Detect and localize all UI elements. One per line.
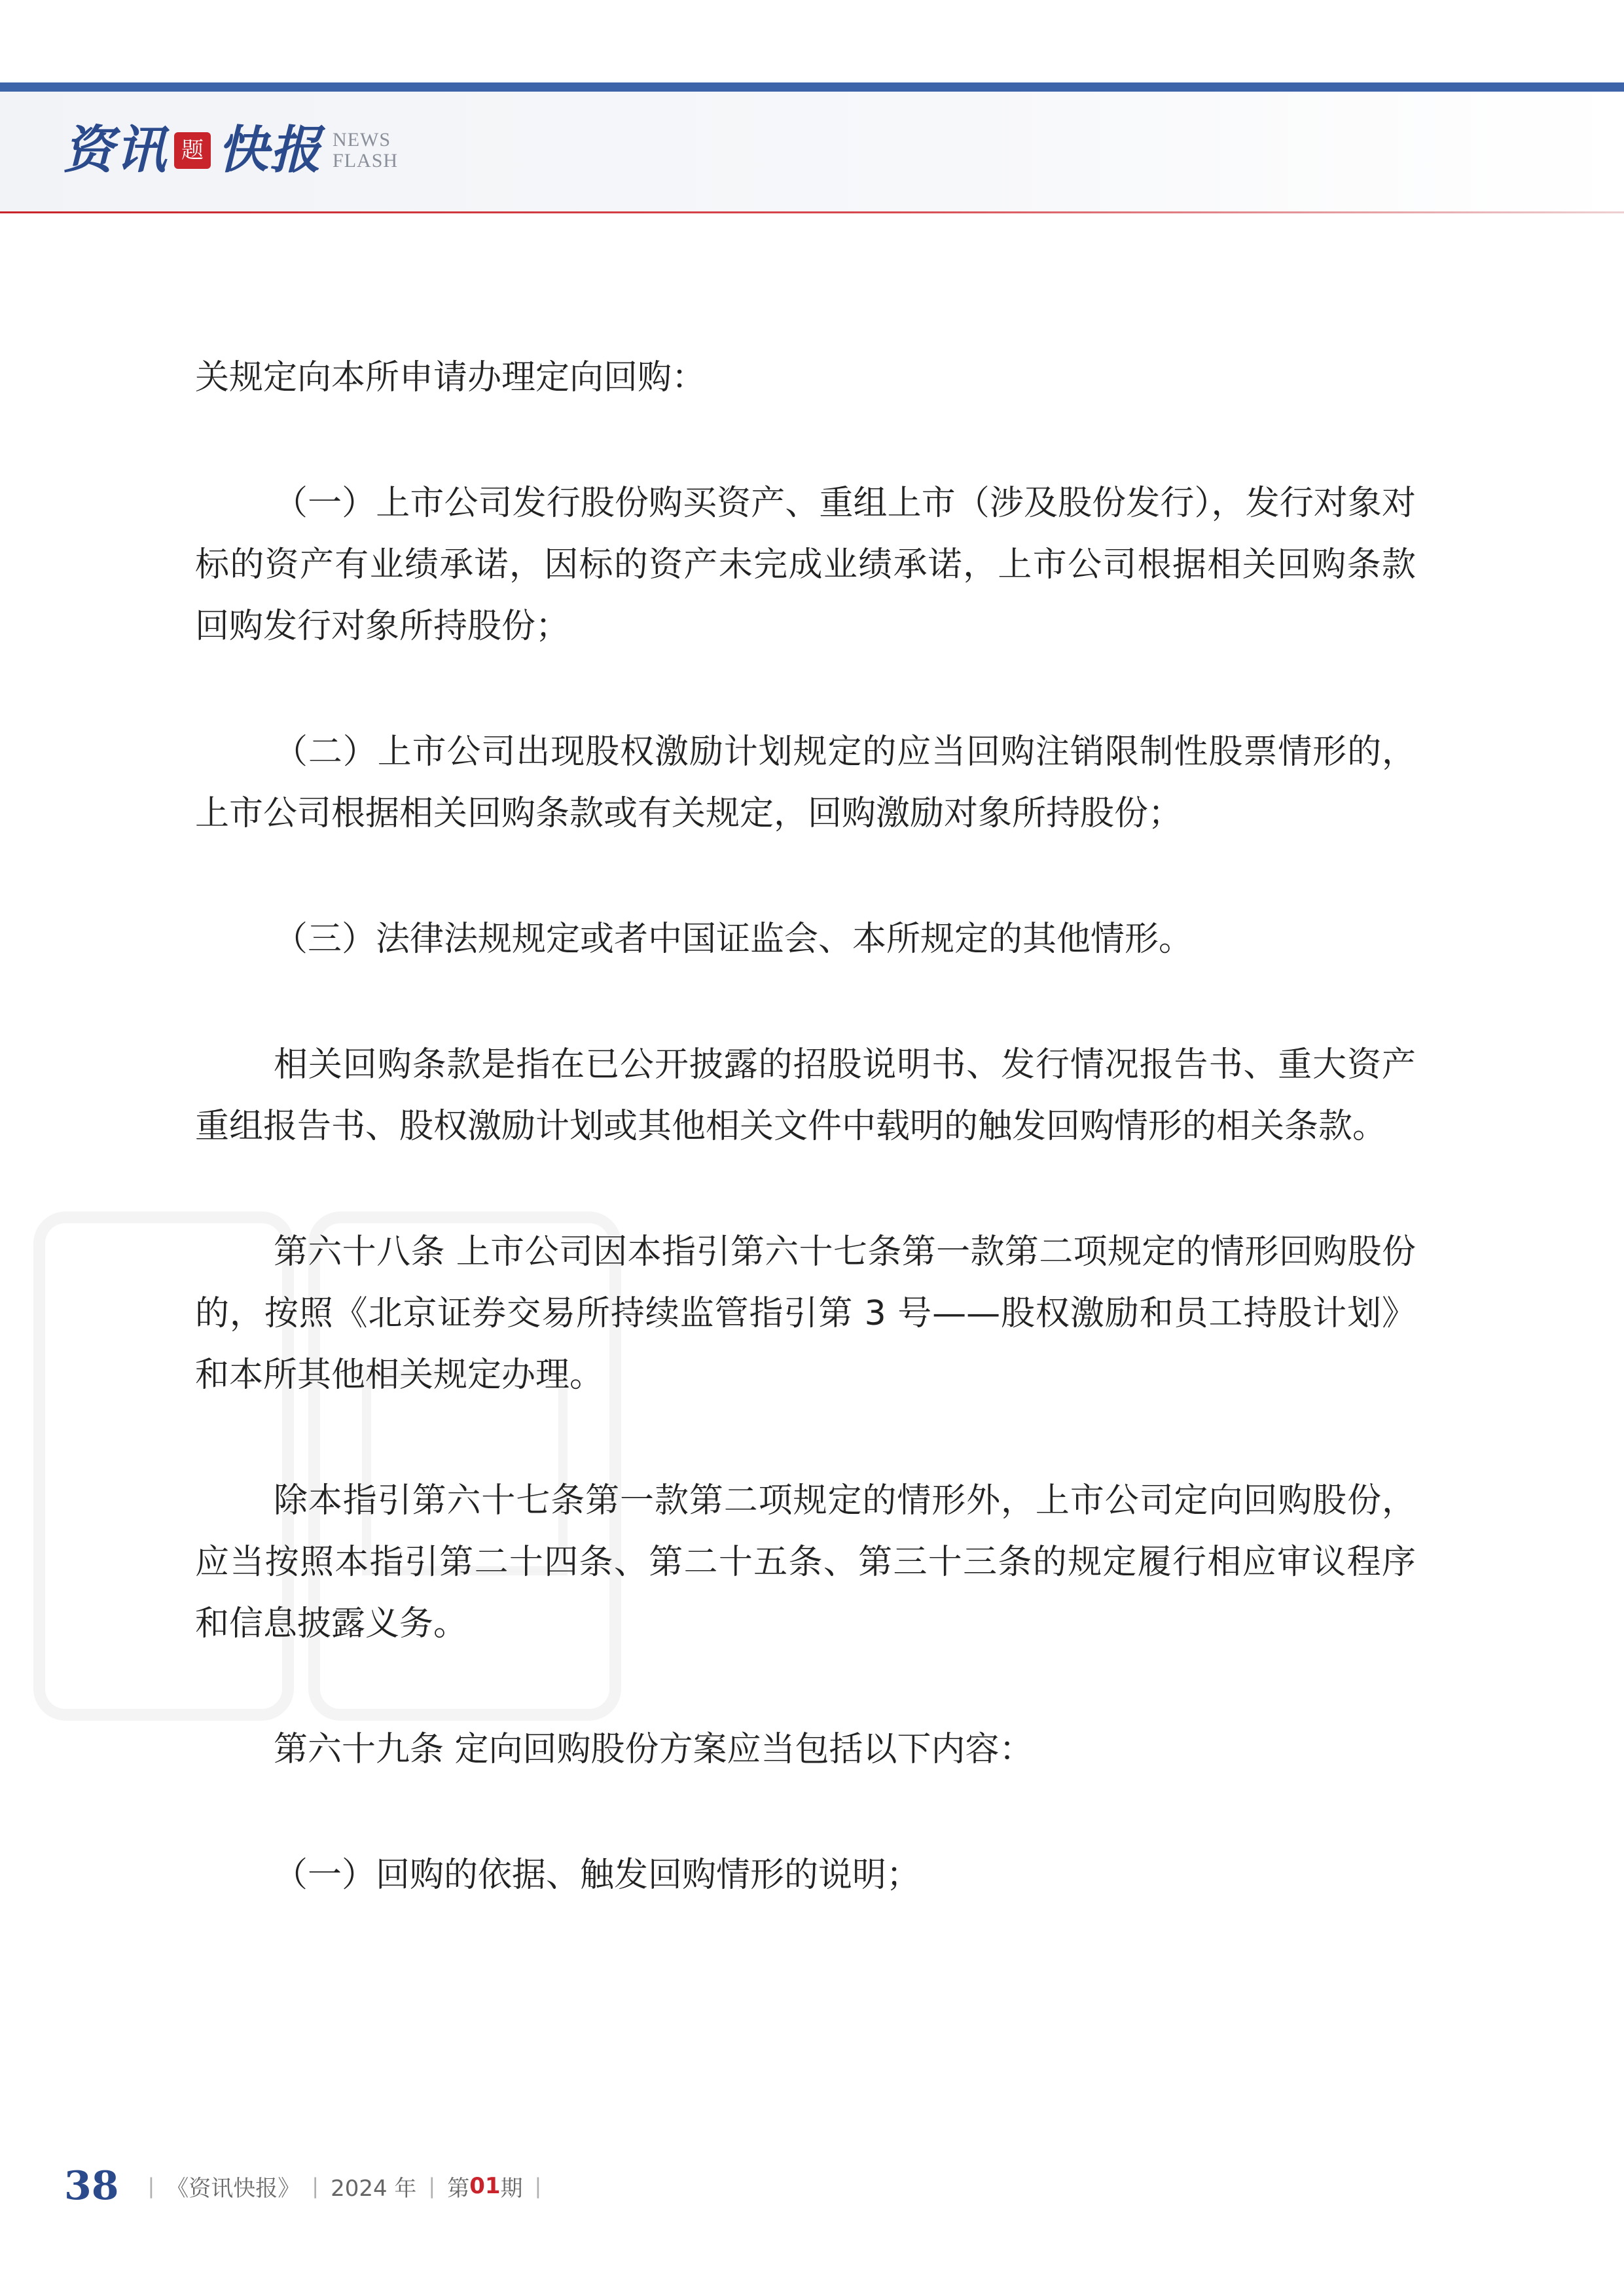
brand-title-part1: 资讯 — [63, 120, 168, 180]
brand-english-line1: NEWS — [333, 129, 391, 151]
paragraph: （三）法律法规规定或者中国证监会、本所规定的其他情形。 — [274, 920, 1193, 959]
paragraph: 第六十九条 定向回购股份方案应当包括以下内容： — [274, 1730, 1034, 1769]
page-number: 38 — [64, 2163, 119, 2209]
page-footer — [64, 2160, 553, 2212]
issue-prefix: 第 — [447, 2175, 470, 2202]
paragraph: 除本指引第六十七条第一款第二项规定的情形外，上市公司定向回购股份，应当按照本指引第二十四条、第二十五条、第三十三条的规定履行相应审议程序和信息披露义务。 — [195, 1481, 1416, 1643]
header-top-bar — [0, 82, 1624, 92]
issue-suffix: 期 — [500, 2175, 523, 2202]
brand-english — [333, 130, 398, 171]
paragraph: （二）上市公司出现股权激励计划规定的应当回购注销限制性股票情形的，上市公司根据相关回购条款或有关规定，回购激励对象所持股份； — [195, 732, 1416, 833]
article-body — [195, 347, 1416, 1906]
footer-divider: | — [147, 2174, 155, 2198]
seal-icon: 题 — [174, 132, 211, 169]
brand-english-line2: FLASH — [333, 150, 399, 171]
masthead-logo — [63, 118, 398, 183]
footer-divider: | — [428, 2174, 436, 2198]
paragraph: 关规定向本所申请办理定向回购： — [195, 358, 706, 397]
paragraph: 相关回购条款是指在已公开披露的招股说明书、发行情况报告书、重大资产重组报告书、股权激励计划或其他相关文件中载明的触发回购情形的相关条款。 — [195, 1045, 1416, 1146]
publication-name: 《资讯快报》 — [166, 2175, 300, 2202]
paragraph: （一）上市公司发行股份购买资产、重组上市（涉及股份发行），发行对象对标的资产有业绩承诺，因标的资产未完成业绩承诺，上市公司根据相关回购条款回购发行对象所持股份； — [195, 484, 1416, 646]
footer-divider: | — [312, 2174, 319, 2198]
paragraph: 第六十八条 上市公司因本指引第六十七条第一款第二项规定的情形回购股份的，按照《北京证券交易所持续监管指引第 3 号——股权激励和员工持股计划》和本所其他相关规定办理。 — [195, 1232, 1416, 1395]
paragraph: （一）回购的依据、触发回购情形的说明； — [274, 1856, 921, 1895]
footer-divider: | — [534, 2174, 542, 2198]
issue-number: 01 — [469, 2173, 501, 2199]
header-divider — [0, 211, 1624, 213]
brand-title-part2: 快报 — [217, 120, 323, 180]
publication-year: 2024 年 — [331, 2175, 417, 2202]
